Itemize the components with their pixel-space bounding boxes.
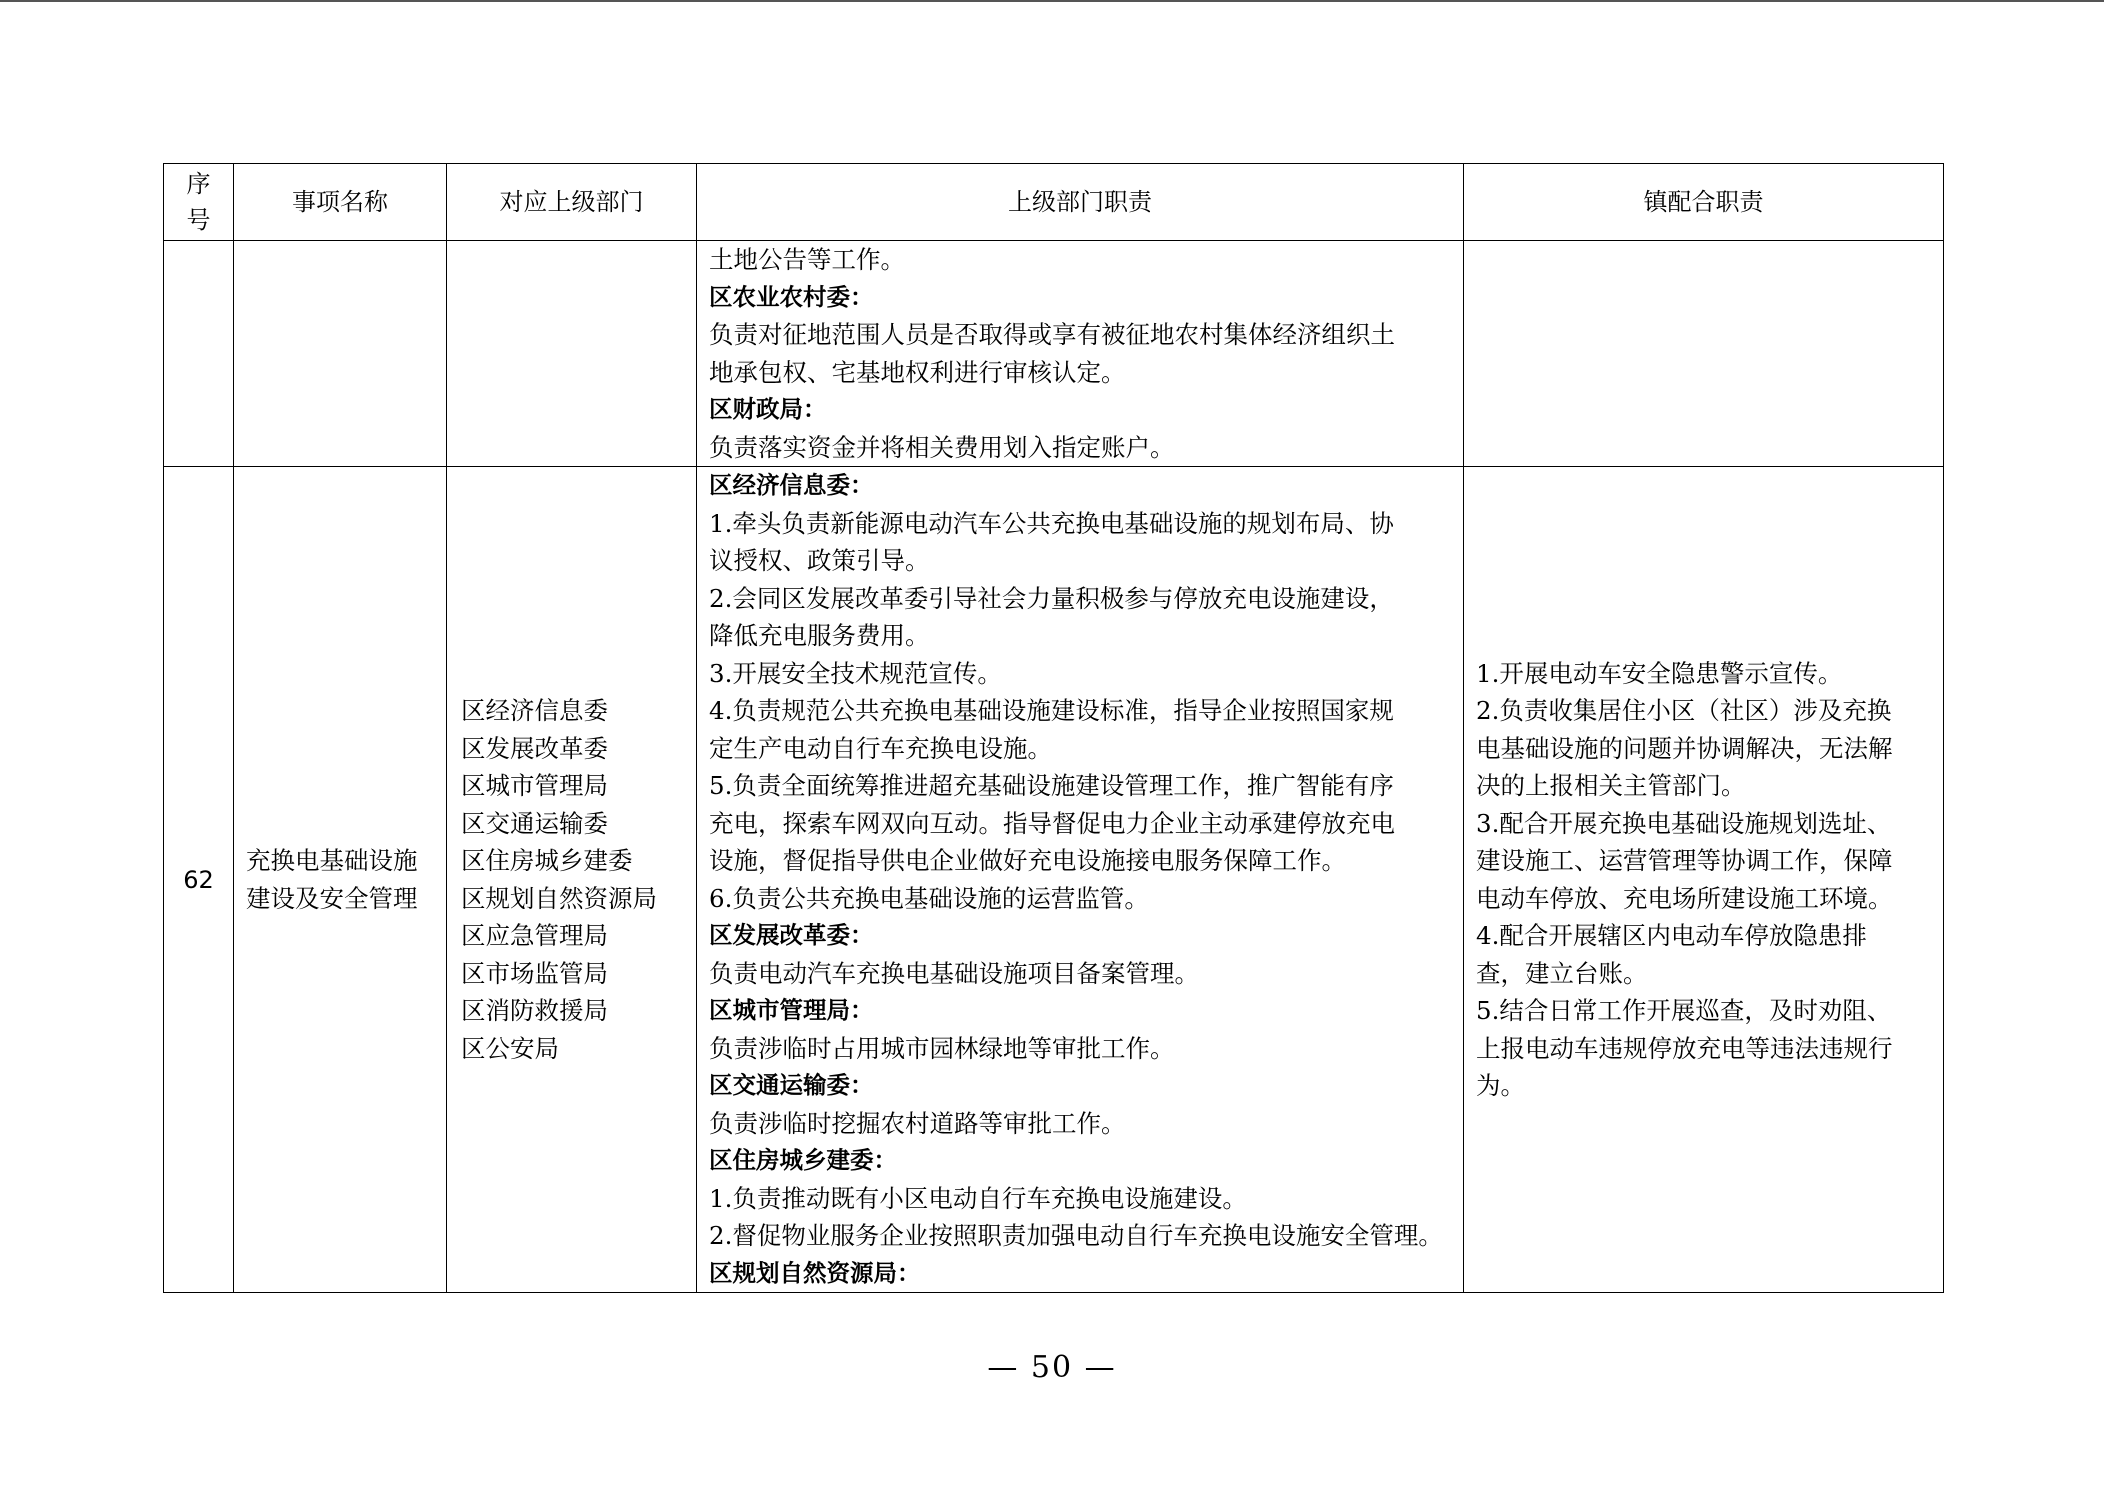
row-seq-number: 62 <box>164 467 234 1293</box>
dept-item-1: 区发展改革委 <box>461 733 608 763</box>
table-header-row <box>164 164 1944 241</box>
duty-line-10: 设施，督促指导供电企业做好充电设施接电服务保障工作。 <box>709 846 1346 875</box>
duty-line-8: 5.负责全面统筹推进超充基础设施建设管理工作，推广智能有序 <box>709 771 1394 800</box>
duty-line-17: 负责涉临时挖掘农村道路等审批工作。 <box>709 1108 1126 1138</box>
row-item-name <box>234 467 447 1293</box>
dept-item-8: 区消防救援局 <box>461 996 608 1025</box>
duty-line-11: 6.负责公共充换电基础设施的运营监管。 <box>709 883 1149 913</box>
cont-seq-cell <box>164 241 234 467</box>
duty-table <box>163 163 1944 1293</box>
cont-item-cell <box>234 241 447 467</box>
duty-line-21: 区规划自然资源局： <box>709 1258 921 1287</box>
duty-line-14: 区城市管理局： <box>709 996 874 1024</box>
duty-line-12: 区发展改革委： <box>709 921 874 949</box>
duty-line-6: 4.负责规范公共充换电基础设施建设标准，指导企业按照国家规 <box>709 696 1394 725</box>
town-duty-line-3: 决的上报相关主管部门。 <box>1476 771 1746 800</box>
row-dept-list <box>447 467 697 1293</box>
table-row-continued <box>164 241 1944 467</box>
dept-item-6: 区应急管理局 <box>461 921 608 950</box>
duty-line-4: 降低充电服务费用。 <box>709 621 930 650</box>
dept-item-3: 区交通运输委 <box>461 808 608 838</box>
dept-item-5: 区规划自然资源局 <box>461 883 657 913</box>
duty-line-15: 负责涉临时占用城市园林绿地等审批工作。 <box>709 1033 1175 1063</box>
duty-line-1: 1.牵头负责新能源电动汽车公共充换电基础设施的规划布局、协 <box>709 508 1394 538</box>
dept-item-2: 区城市管理局 <box>461 771 608 800</box>
duty-line-16: 区交通运输委： <box>709 1071 874 1099</box>
town-duty-line-1: 2.负责收集居住小区（社区）涉及充换 <box>1476 696 1892 725</box>
cont-duty-line-4: 区财政局： <box>709 395 827 423</box>
town-duty-line-4: 3.配合开展充换电基础设施规划选址、 <box>1476 808 1892 838</box>
town-duty-line-7: 4.配合开展辖区内电动车停放隐患排 <box>1476 921 1867 950</box>
cont-duty-line-1: 区农业农村委： <box>709 282 874 311</box>
header-town-duty: 镇配合职责 <box>1464 164 1944 241</box>
cont-duty-cell <box>697 241 1464 467</box>
table-row-62 <box>164 467 1944 1293</box>
cont-duty-line-5: 负责落实资金并将相关费用划入指定账户。 <box>709 432 1175 462</box>
header-seq-line2: 号 <box>186 206 211 234</box>
town-duty-line-9: 5.结合日常工作开展巡查，及时劝阻、 <box>1476 996 1892 1025</box>
header-seq-line1: 序 <box>186 170 211 198</box>
duty-line-2: 议授权、政策引导。 <box>709 546 930 575</box>
duty-line-19: 1.负责推动既有小区电动自行车充换电设施建设。 <box>709 1183 1247 1213</box>
cont-dept-cell <box>447 241 697 467</box>
town-duty-line-8: 查，建立台账。 <box>1476 958 1648 988</box>
town-duty-line-6: 电动车停放、充电场所建设施工环境。 <box>1476 883 1893 913</box>
item-name-line1: 充换电基础设施 <box>246 846 418 875</box>
dept-item-7: 区市场监管局 <box>461 958 608 988</box>
header-item-name: 事项名称 <box>234 164 447 241</box>
duty-line-7: 定生产电动自行车充换电设施。 <box>709 733 1052 763</box>
town-duty-line-0: 1.开展电动车安全隐患警示宣传。 <box>1476 658 1843 688</box>
town-duty-line-11: 为。 <box>1476 1071 1525 1100</box>
duty-line-0: 区经济信息委： <box>709 471 874 499</box>
header-dept: 对应上级部门 <box>447 164 697 241</box>
cont-duty-line-2: 负责对征地范围人员是否取得或享有被征地农村集体经济组织土 <box>709 320 1395 349</box>
item-name-line2: 建设及安全管理 <box>246 883 418 913</box>
duty-line-20: 2.督促物业服务企业按照职责加强电动自行车充换电设施安全管理。 <box>709 1221 1443 1250</box>
duty-line-9: 充电，探索车网双向互动。指导督促电力企业主动承建停放充电 <box>709 808 1395 838</box>
cont-duty-line-0: 土地公告等工作。 <box>709 245 905 274</box>
duty-line-5: 3.开展安全技术规范宣传。 <box>709 658 1002 688</box>
duty-line-3: 2.会同区发展改革委引导社会力量积极参与停放充电设施建设， <box>709 583 1394 613</box>
header-seq <box>164 164 234 241</box>
duty-line-13: 负责电动汽车充换电基础设施项目备案管理。 <box>709 958 1199 988</box>
cont-duty-line-3: 地承包权、宅基地权利进行审核认定。 <box>709 357 1126 387</box>
row-duty-cell <box>697 467 1464 1293</box>
town-duty-line-2: 电基础设施的问题并协调解决，无法解 <box>1476 733 1893 763</box>
cont-town-cell <box>1464 241 1944 467</box>
header-duty: 上级部门职责 <box>697 164 1464 241</box>
town-duty-line-5: 建设施工、运营管理等协调工作，保障 <box>1476 846 1893 875</box>
dept-item-0: 区经济信息委 <box>461 696 608 725</box>
duty-line-18: 区住房城乡建委： <box>709 1146 897 1174</box>
dept-item-4: 区住房城乡建委 <box>461 846 633 875</box>
row-town-duty-cell <box>1464 467 1944 1293</box>
top-border-line <box>0 0 2104 2</box>
page-number: — 50 — <box>987 1350 1117 1385</box>
town-duty-line-10: 上报电动车违规停放充电等违法违规行 <box>1476 1033 1893 1063</box>
dept-item-9: 区公安局 <box>461 1033 559 1063</box>
